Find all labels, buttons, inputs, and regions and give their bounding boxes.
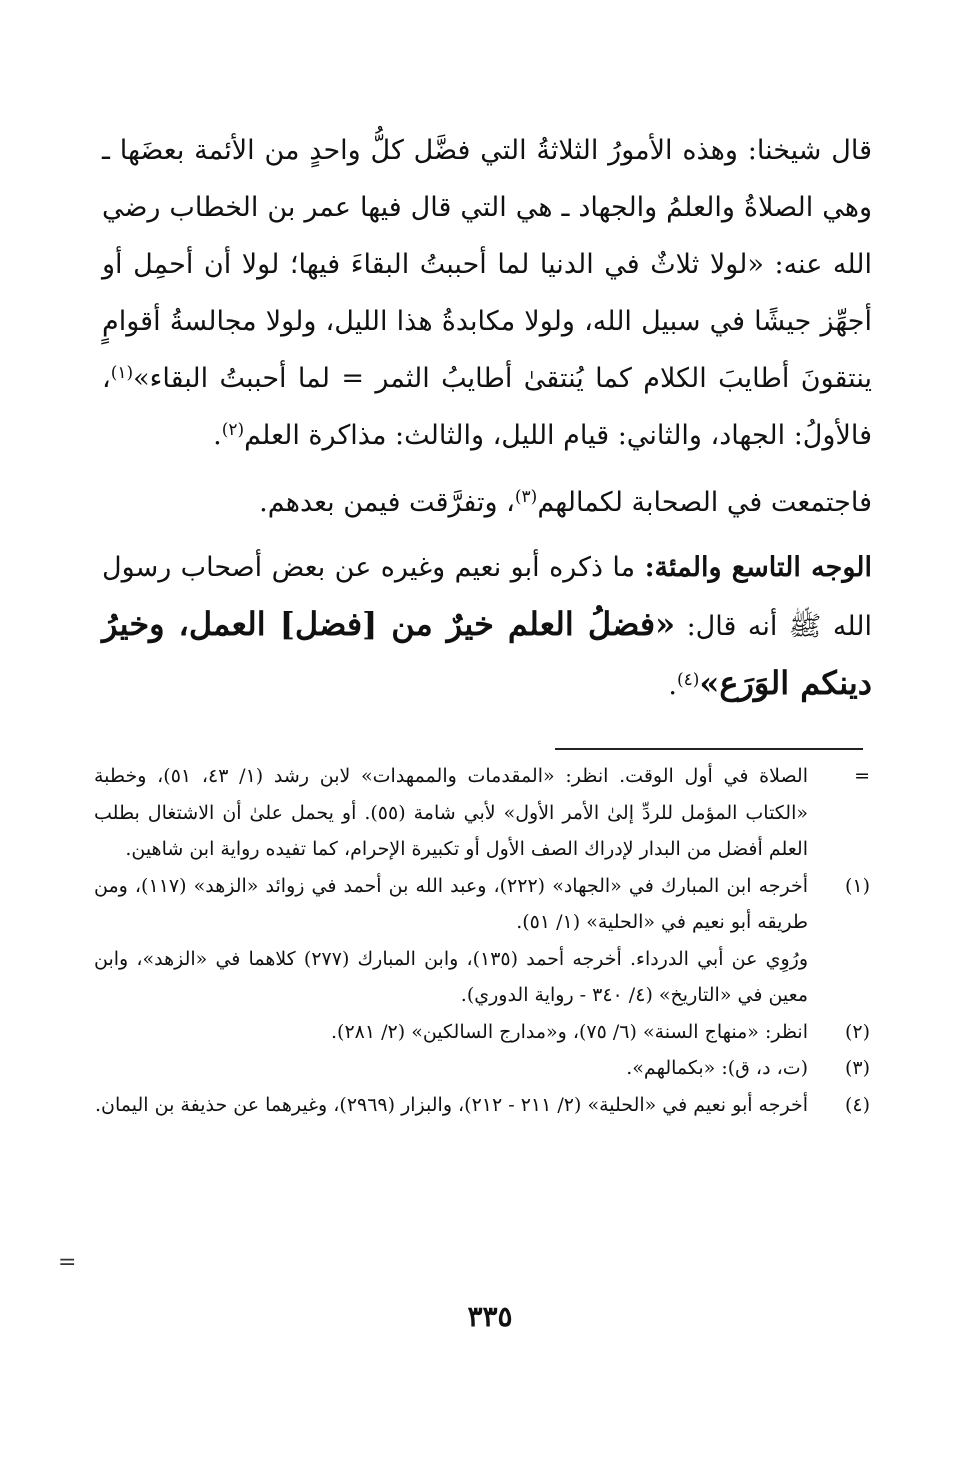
paragraph-2: فاجتمعت في الصحابة لكمالهم$^{(٣)}$، وتفرَّقت فيمن بعدهم.	[259, 487, 872, 518]
paragraph-1: قال شيخنا: وهذه الأمورُ الثلاثةُ التي فضَّل كلُّ واحدٍ من الأئمة بعضَها ـ وهي الصلاةُ والعلمُ والجهاد ـ هي التي قال فيها عمر بن الخطاب رضي الله عنه: «لولا ثلاثٌ في الدنيا لما أحببتُ البقاءَ فيها؛ لولا أن أحمِل أو أجهِّز جيشًا في سبيل الله، ولولا مكابدةُ هذا الليل، ولولا مجالسةُ أقوامٍ ينتقونَ أطايبَ الكلام كما يُنتقىٰ أطايبُ الثمر = لما أحببتُ البقاء»$^{(١)}$، فالأولُ: الجهاد، والثاني: قيام الليل، والثالث: مذاكرة العلم$^{(٢)}$.	[102, 135, 872, 451]
section-heading: الوجه التاسع والمئة:	[644, 552, 872, 583]
footnote-text: الصلاة في أول الوقت. انظر: «المقدمات والممهدات» لابن رشد (١/ ٤٣، ٥١)، وخطبة «الكتاب المؤمل للردِّ إلىٰ الأمر الأول» لأبي شامة (٥٥). أو يحمل علىٰ أن الاشتغال بطلب العلم أفضل من البدار لإدراك الصف الأول أو تكبيرة الإحرام، كما تفيده رواية ابن شاهين.	[94, 765, 808, 860]
footnote-text: (ت، د، ق): «بكمالهم».	[626, 1057, 808, 1079]
footnote-ref-4[interactable]: (٤)	[676, 670, 700, 690]
footnote-ref-3[interactable]: (٣)	[514, 487, 538, 507]
page-number: ٣٣٥	[467, 1300, 513, 1333]
footnote-mark: (٤)	[844, 1093, 870, 1116]
paragraph-3: الوجه التاسع والمئة: ما ذكره أبو نعيم وغيره عن بعض أصحاب رسول الله ﷺ أنه قال: «فضلُ العلم خيرٌ من [فضل] العمل، وخيرُ دينكم الوَرَع»$^{(٤)}$.	[102, 552, 873, 702]
footnote-3	[94, 1050, 870, 1087]
footnote-2	[94, 1014, 870, 1051]
continuation-mark: =	[58, 1250, 77, 1275]
footnote-mark: (١)	[844, 874, 870, 897]
hadith-quote: «فضلُ العلم خيرٌ من [فضل] العمل، وخيرُ دينكم الوَرَع»	[102, 605, 872, 702]
footnote-ref-2[interactable]: (٢)	[221, 420, 245, 440]
footnote-mark: =	[854, 765, 870, 787]
footnote-continuation	[94, 758, 870, 868]
footnote-divider	[555, 748, 863, 750]
footnote-4	[94, 1087, 870, 1124]
footnote-text: انظر: «منهاج السنة» (٦/ ٧٥)، و«مدارج السالكين» (٢/ ٢٨١).	[331, 1020, 808, 1043]
footnotes	[94, 758, 870, 1123]
main-text	[102, 122, 872, 714]
footnote-ref-1[interactable]: (١)	[110, 363, 134, 383]
footnote-text: أخرجه أبو نعيم في «الحلية» (٢/ ٢١١ - ٢١٢)، والبزار (٢٩٦٩)، وغيرهما عن حذيفة بن اليمان.	[95, 1093, 808, 1116]
footnote-mark: (٢)	[844, 1020, 870, 1043]
footnote-1-continued	[94, 941, 870, 1014]
footnote-text: ورُوِي عن أبي الدرداء. أخرجه أحمد (١٣٥)، وابن المبارك (٢٧٧) كلاهما في «الزهد»، وابن معين في «التاريخ» (٤/ ٣٤٠ - رواية الدوري).	[94, 947, 808, 1006]
footnote-1	[94, 868, 870, 941]
footnote-text: أخرجه ابن المبارك في «الجهاد» (٢٢٢)، وعبد الله بن أحمد في زوائد «الزهد» (١١٧)، ومن طريقه أبو نعيم في «الحلية» (١/ ٥١).	[94, 874, 809, 933]
footnote-mark: (٣)	[844, 1057, 870, 1079]
